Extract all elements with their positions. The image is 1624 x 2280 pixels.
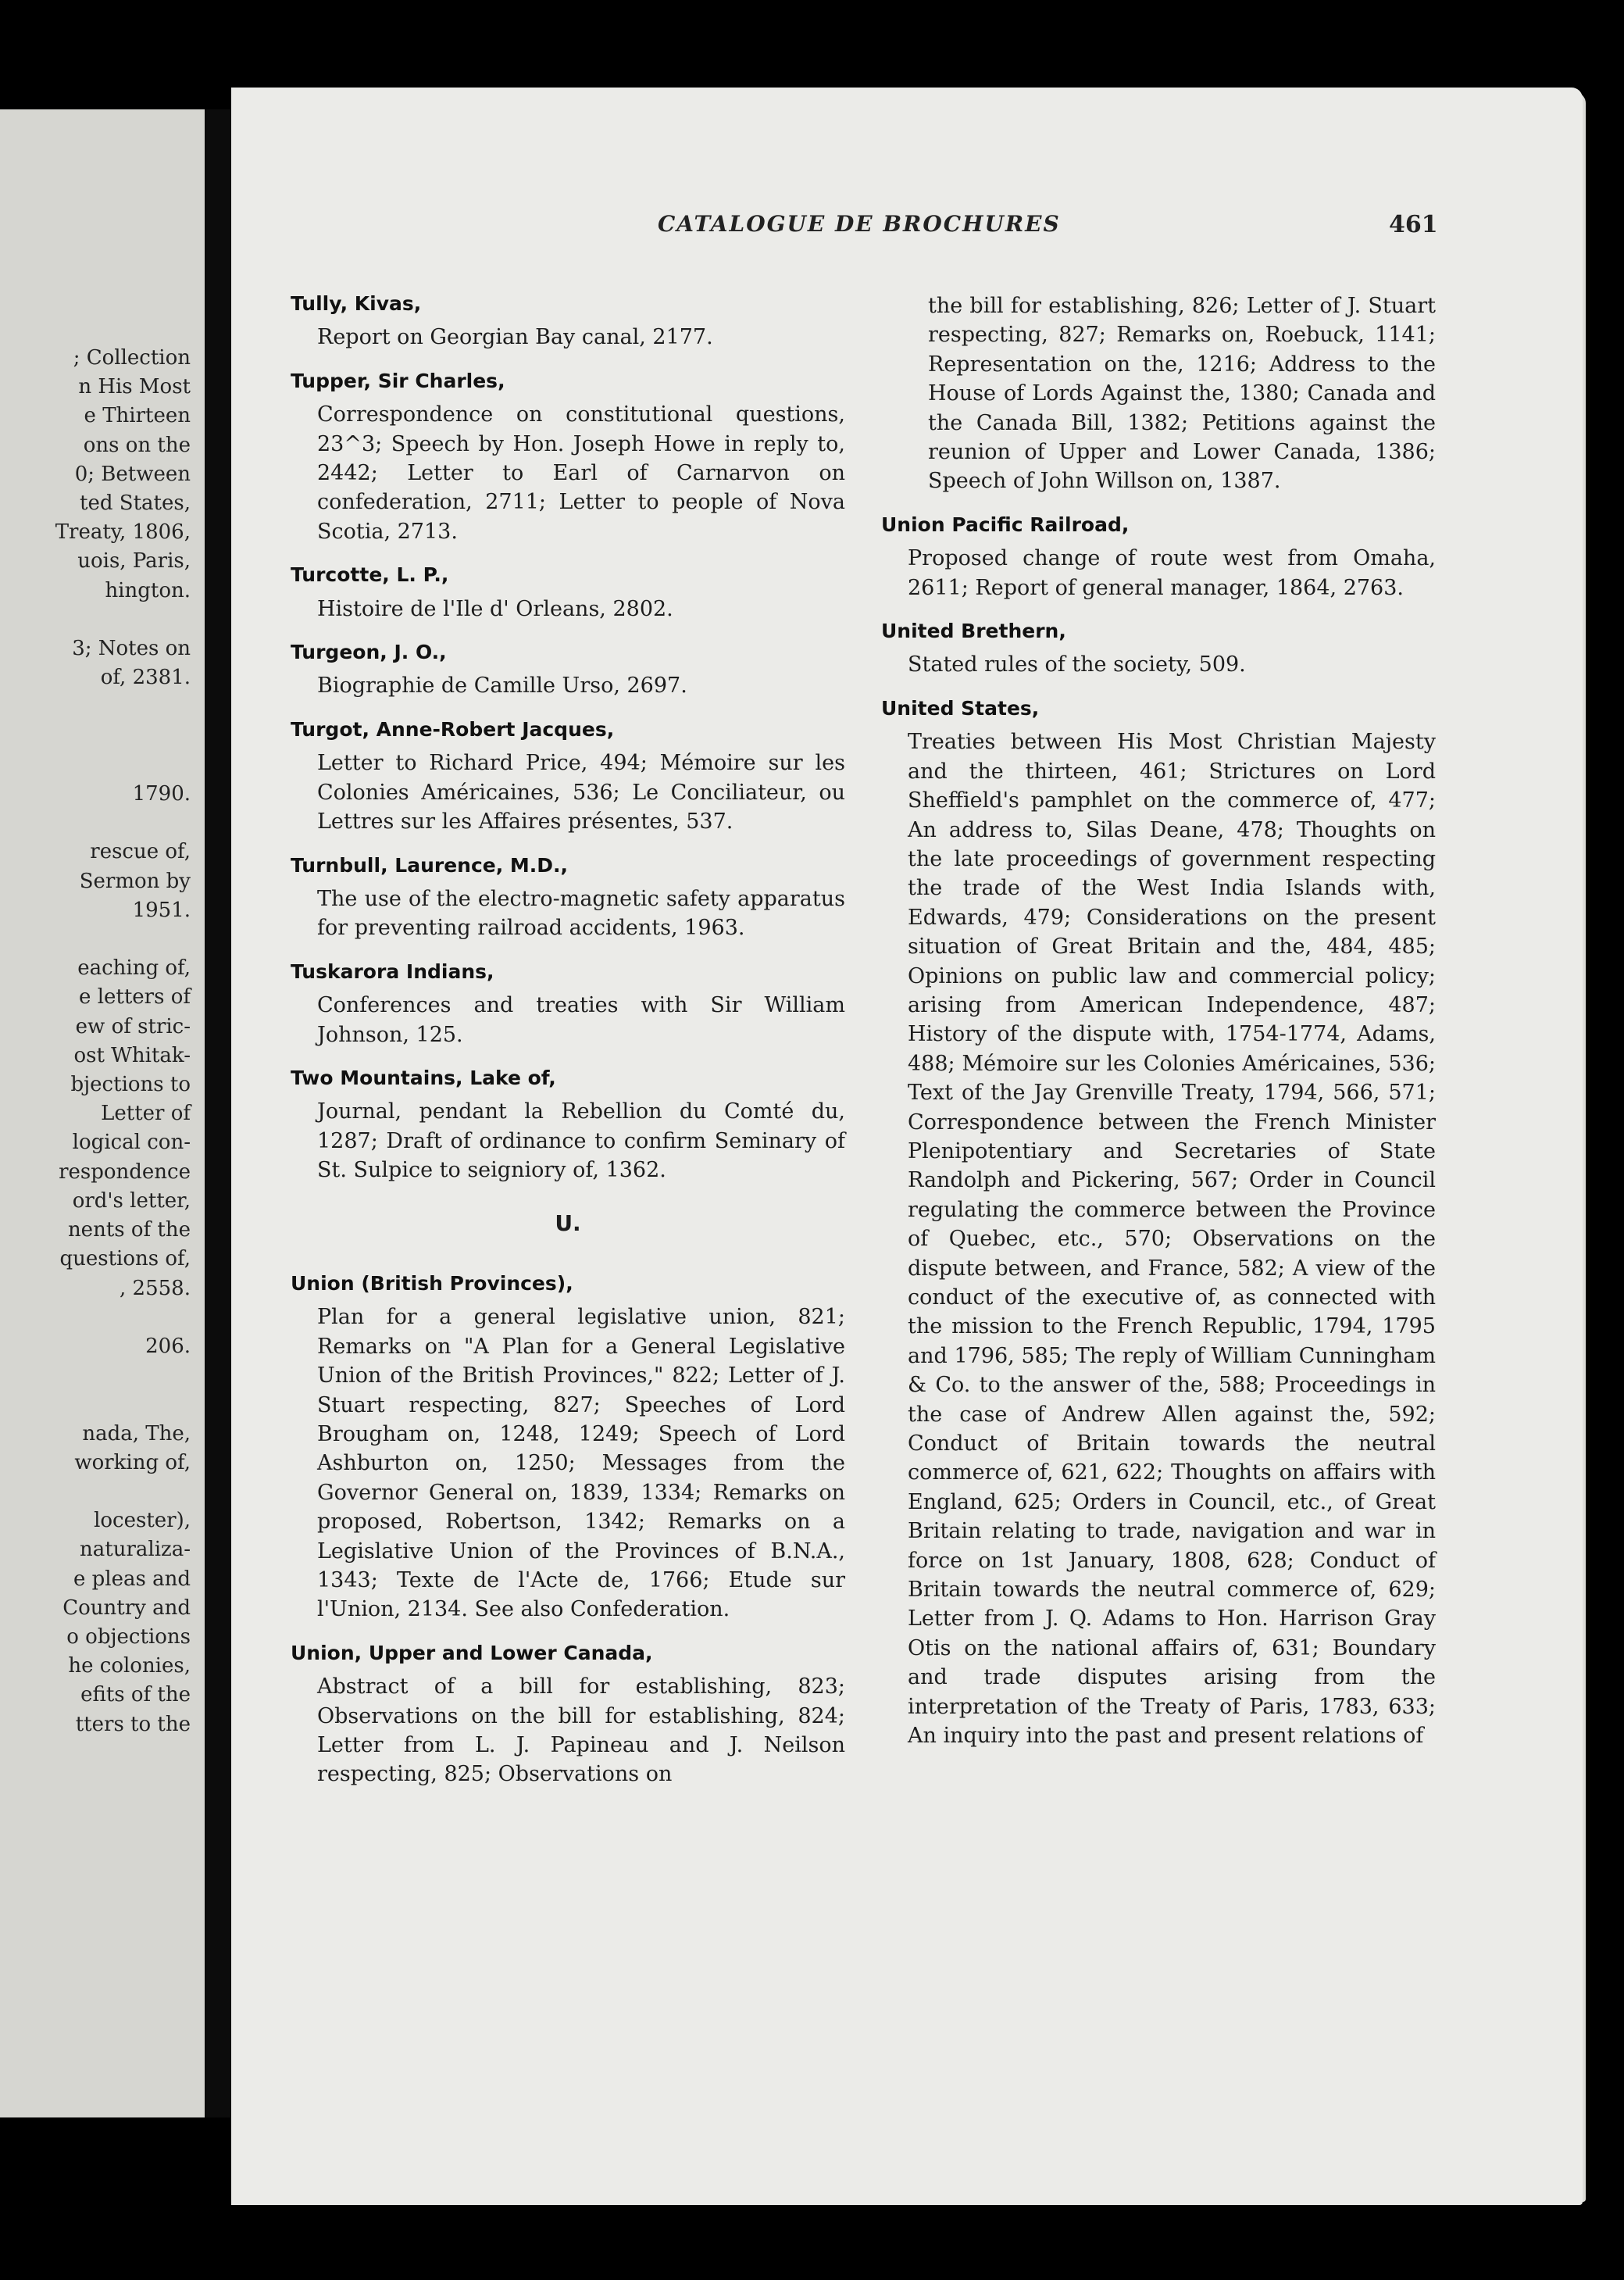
facing-page-line: ; Collection [73, 346, 191, 370]
facing-page-line [3, 751, 191, 780]
catalogue-entry [291, 957, 845, 1049]
entry-heading: Turgeon, J. O., [291, 641, 447, 664]
facing-page-line: 1951. [132, 898, 191, 922]
entry-heading: Two Mountains, Lake of, [291, 1066, 556, 1089]
facing-page-line: hington. [105, 578, 191, 602]
entry-heading: Turgot, Anne-Robert Jacques, [291, 717, 615, 741]
left-column [291, 289, 845, 1803]
facing-page-line: 0; Between [74, 462, 191, 486]
facing-page-line: questions of, [59, 1247, 191, 1271]
facing-page-line: Country and [62, 1596, 191, 1620]
facing-page-line: bjections to [70, 1073, 191, 1097]
entry-heading: Union (British Provinces), [291, 1271, 573, 1295]
entry-heading: Tully, Kivas, [291, 292, 422, 315]
facing-page-line: ord's letter, [72, 1188, 191, 1213]
facing-page-line [3, 692, 191, 721]
facing-page-line [3, 606, 191, 634]
facing-page-line: ew of stric- [75, 1014, 191, 1038]
facing-page-line: ost Whitak- [73, 1043, 191, 1067]
running-header: CATALOGUE DE BROCHURES [658, 211, 1061, 237]
catalogue-entry [291, 289, 845, 352]
facing-page-line: , 2558. [120, 1276, 191, 1300]
catalogue-entry [291, 851, 845, 943]
entry-body: Conferences and treaties with Sir William Johnson, 125. [317, 993, 845, 1047]
facing-page-line: rescue of, [90, 840, 191, 864]
entry-body: the bill for establishing, 826; Letter of J. Stuart respecting, 827; Remarks on, Roebuck, 1141; Representation on the, 1216; Address to the House of Lords Against the, 1380; Canada and the Canada Bill, 1382; Petitions against the reunion of Upper and Lower Canada, 1386; Speech of John Willson on, 1387. [928, 294, 1436, 494]
entry-body: Treaties between His Most Christian Majesty and the thirteen, 461; Strictures on Lord Sheffield's pamphlet on the commerce of, 477; An address to, Silas Deane, 478; Thoughts on the late proceedings of government respecting the trade of the West India Islands with, Edwards, 479; Considerations on the present situation of Great Britain and the, 484, 485; Opinions on public law and commercial policy; arising from American Independence, 487; History of the dispute with, 1754-1774, Adams, 488; Mémoire sur les Colonies Américaines, 536; Text of the Jay Grenville Treaty, 1794, 566, 571; Correspondence between the French Minister Plenipotentiary and Secretaries of State Randolph and Pickering, 567; Order in Council regulating the commerce between the Province of Quebec, etc., 570; Observations on the dispute between, and France, 582; A view of the conduct of the executive of, as connected with the mission to the French Republic, 1794, 1795 and 1796, 585; The reply of William Cunningham & Co. to the answer of the, 588; Proceedings in the case of Andrew Allen against the, 592; Conduct of Britain towards the neutral commerce of, 621, 622; Thoughts on affairs with England, 625; Orders in Council, etc., of Great Britain relating to trade, navigation and war in force on 1st January, 1808, 628; Conduct of Britain towards the neutral commerce of, 629; Letter from J. Q. Adams to Hon. Harrison Gray Otis on the national affairs of, 631; Boundary and trade disputes arising from the interpretation of the Treaty of Paris, 1783, 633; An inquiry into the past and present relations of [908, 730, 1436, 1749]
entry-body: Histoire de l'Ile d' Orleans, 2802. [317, 596, 673, 621]
entry-body: Correspondence on constitutional questions, 23^3; Speech by Hon. Joseph Howe in reply to, 2442; Letter to Earl of Carnarvon on confederation, 2711; Letter to people of Nova Scotia, 2713. [317, 402, 845, 544]
entry-body: Biographie de Camille Urso, 2697. [317, 674, 687, 699]
entry-body: The use of the electro-magnetic safety apparatus for preventing railroad accidents, 1963. [317, 886, 845, 941]
facing-page-line: logical con- [72, 1131, 191, 1155]
right-column [881, 291, 1436, 1765]
entry-heading: Turnbull, Laurence, M.D., [291, 853, 569, 877]
catalogue-entry [881, 616, 1436, 680]
facing-page-line: nents of the [67, 1218, 191, 1242]
facing-page-line: working of, [74, 1450, 191, 1474]
facing-page-line [3, 1303, 191, 1332]
facing-page-line: efits of the [80, 1683, 191, 1707]
facing-page-line: Sermon by [79, 869, 191, 893]
facing-page-line [3, 809, 191, 838]
entry-heading: Tuskarora Indians, [291, 960, 494, 983]
catalogue-entry [291, 1269, 845, 1624]
entry-body: Stated rules of the society, 509. [908, 652, 1246, 677]
facing-page-line: eaching of, [77, 956, 191, 981]
facing-page-line: nada, The, [82, 1421, 191, 1446]
catalogue-entry [291, 1639, 845, 1789]
entry-body: Proposed change of route west from Omaha, 2611; Report of general manager, 1864, 2763. [908, 546, 1436, 600]
facing-page-line [3, 925, 191, 954]
facing-page-line: tters to the [75, 1712, 191, 1736]
entry-body: Report on Georgian Bay canal, 2177. [317, 325, 713, 350]
catalogue-entry [881, 694, 1436, 1751]
facing-page [0, 109, 205, 2117]
facing-page-line: he colonies, [68, 1654, 191, 1678]
facing-page-line: 206. [145, 1334, 191, 1358]
page-number: 461 [1389, 211, 1438, 238]
catalogue-entry [291, 560, 845, 624]
facing-page-text [3, 344, 191, 1739]
facing-page-line: ons on the [83, 433, 191, 457]
catalogue-entry [881, 510, 1436, 602]
entry-heading: Union Pacific Railroad, [881, 513, 1130, 536]
facing-page-line [3, 722, 191, 751]
facing-page-line: 3; Notes on [72, 637, 191, 661]
entry-body: Journal, pendant la Rebellion du Comté du, 1287; Draft of ordinance to confirm Seminary of St. Sulpice to seigniory of, 1362. [317, 1099, 845, 1183]
facing-page-line: o objections [66, 1624, 191, 1649]
facing-page-line: of, 2381. [100, 666, 191, 690]
facing-page-line: e letters of [79, 985, 191, 1010]
entry-heading: Union, Upper and Lower Canada, [291, 1641, 653, 1664]
entry-heading: Tupper, Sir Charles, [291, 369, 505, 392]
catalogue-entry [291, 638, 845, 701]
facing-page-line: n His Most [78, 375, 191, 399]
facing-page-line: uois, Paris, [77, 549, 191, 574]
facing-page-line: locester), [94, 1509, 191, 1533]
facing-page-line: e pleas and [73, 1567, 191, 1591]
facing-page-line: naturaliza- [80, 1538, 191, 1562]
catalogue-entry [291, 1063, 845, 1185]
catalogue-entry [881, 291, 1436, 496]
section-letter: U. [555, 1210, 581, 1236]
facing-page-line: Treaty, 1806, [55, 520, 191, 545]
facing-page-line [3, 1478, 191, 1506]
facing-page-line: Letter of [101, 1102, 191, 1126]
facing-page-line [3, 1361, 191, 1390]
catalogue-entry [291, 366, 845, 546]
facing-page-line: ted States, [80, 491, 191, 516]
entry-body: Abstract of a bill for establishing, 823; Observations on the bill for establishing, 824; Letter from L. J. Papineau and J. Neilson respecting, 825; Observations on [317, 1674, 845, 1787]
entry-heading: United States, [881, 696, 1040, 720]
facing-page-line: respondence [59, 1160, 191, 1184]
facing-page-line: 1790. [132, 782, 191, 806]
entry-heading: United Brethern, [881, 620, 1066, 643]
facing-page-line [3, 1390, 191, 1419]
facing-page-line: e Thirteen [84, 404, 191, 428]
catalogue-entry [291, 715, 845, 837]
entry-body: Plan for a general legislative union, 821; Remarks on "A Plan for a General Legislative Union of the British Provinces," 822; Letter of J. Stuart respecting, 827; Speeches of Lord Brougham on, 1248, 1249; Speech of Lord Ashburton on, 1250; Messages from the Governor General on, 1839, 1334; Remarks on proposed, Robertson, 1342; Remarks on a Legislative Union of the Provinces of B.N.A., 1343; Texte de l'Acte de, 1766; Etude sur l'Union, 2134. See also Confederation. [317, 1305, 845, 1622]
entry-heading: Turcotte, L. P., [291, 563, 449, 587]
entry-body: Letter to Richard Price, 494; Mémoire sur les Colonies Américaines, 536; Le Conciliateur, ou Lettres sur les Affaires présentes, 537. [317, 751, 845, 834]
